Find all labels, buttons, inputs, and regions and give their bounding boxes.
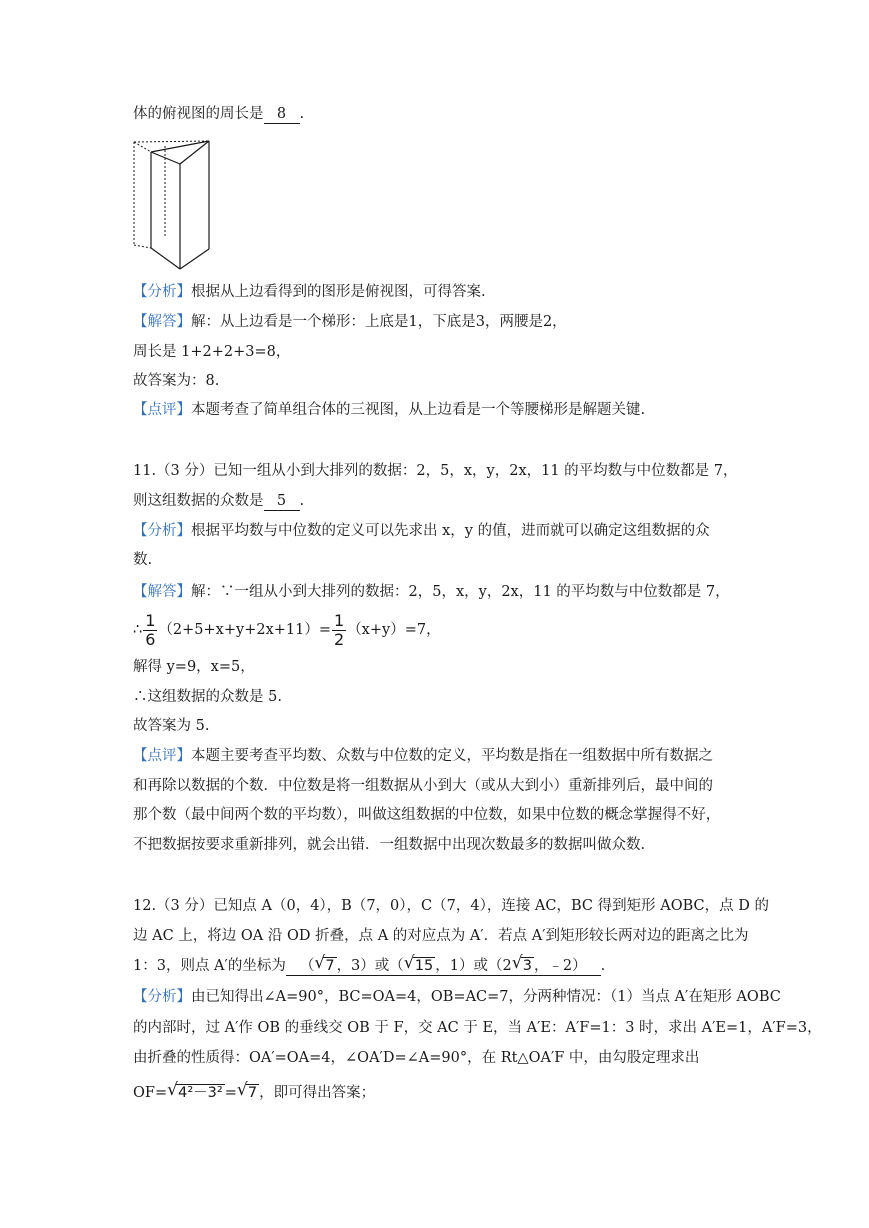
q12-stem1: 12.（3 分）已知点 A（0，4），B（7，0），C（7，4），连接 AC，BC 得到矩形 AOBC，点 D 的: [133, 898, 769, 914]
q11-line3: 解得 y=9，x=5，: [133, 659, 255, 675]
q11-solution: 【解答】解：∵一组从小到大排列的数据：2，5，x，y，2x，11 的平均数与中位数都是 7，: [133, 584, 730, 600]
q10-comment: 【点评】本题考查了简单组合体的三视图，从上边看是一个等腰梯形是解题关键.: [133, 402, 646, 418]
q11-analysis: 【分析】根据平均数与中位数的定义可以先求出 x，y 的值，进而就可以确定这组数据的众: [133, 523, 710, 539]
q11-comment3: 那个数（最中间两个数的平均数），叫做这组数据的中位数，如果中位数的概念掌握得不好，: [133, 807, 721, 823]
q10-analysis: 【分析】根据从上边看得到的图形是俯视图，可得答案.: [133, 284, 486, 300]
q12-stem3: 1：3，则点 A′的坐标为 （ √ 7 ，3）或（ √ 15 ，1）或（2 √ 3 ，﹣2） .: [133, 953, 606, 974]
q11-line4: ∴这组数据的众数是 5.: [133, 689, 282, 705]
q11-line5: 故答案为 5.: [133, 718, 210, 734]
q11-comment2: 和再除以数据的个数．中位数是将一组数据从小到大（或从大到小）重新排列后，最中间的: [133, 778, 713, 794]
q12-analysis1: 【分析】由已知得出∠A=90°，BC=OA=4，OB=AC=7，分两种情况：（1）当点 A′在矩形 AOBC: [133, 989, 781, 1005]
q11-comment4: 不把数据按要求重新排列，就会出错．一组数据中出现次数最多的数据叫做众数.: [133, 837, 646, 853]
fraction: $\frac{1}{6}$: [145, 610, 156, 649]
prism-figure: [130, 138, 214, 272]
sqrt: √ 7: [236, 1080, 258, 1101]
q12-analysis2: 的内部时，过 A′作 OB 的垂线交 OB 于 F，交 AC 于 E，当 A′E：A′F=1：3 时，求出 A′E=1，A′F=3，: [133, 1020, 822, 1036]
sqrt: √ 15: [403, 953, 434, 974]
answer-blank: 5: [264, 492, 300, 511]
q12-analysis4: OF= √ 4²－3² = √ 7 ，即可得出答案；: [133, 1080, 375, 1106]
top-line: 体的俯视图的周长是 8 .: [133, 106, 305, 122]
q10-solution: 【解答】解：从上边看是一个梯形：上底是1，下底是3，两腰是2，: [133, 314, 567, 330]
sqrt: √ 7: [314, 953, 335, 974]
q11-stem1: 11.（3 分）已知一组从小到大排列的数据：2，5，x，y，2x，11 的平均数与中位数都是 7，: [133, 463, 738, 479]
q12-analysis3: 由折叠的性质得：OA′=OA=4，∠OA′D=∠A=90°，在 Rt△OA′F 中，由勾股定理求出: [133, 1050, 700, 1066]
q10-line3: 故答案为：8.: [133, 373, 220, 389]
q11-equation: ∴ $\frac{1}{6}$ （2+5+x+y+2x+11）= $\frac{1}{2}$ （x+y）=7，: [133, 610, 441, 649]
q12-stem2: 边 AC 上，将边 OA 沿 OD 折叠，点 A 的对应点为 A′．若点 A′到矩形较长两对边的距离之比为: [133, 928, 749, 944]
sqrt: √ 3: [511, 953, 532, 974]
answer-blank: （ √ 7 ，3）或（ √ 15 ，1）或（2 √ 3 ，﹣2）: [286, 957, 601, 976]
q10-line2: 周长是 1+2+2+3=8，: [133, 344, 291, 360]
q11-stem2: 则这组数据的众数是 5 .: [133, 493, 305, 509]
answer-blank: 8: [264, 105, 300, 124]
q11-analysis2: 数.: [133, 552, 153, 568]
fraction: $\frac{1}{2}$: [334, 610, 345, 649]
sqrt: √ 4²－3²: [167, 1080, 223, 1101]
q11-comment1: 【点评】本题主要考查平均数、众数与中位数的定义，平均数是指在一组数据中所有数据之: [133, 748, 713, 764]
